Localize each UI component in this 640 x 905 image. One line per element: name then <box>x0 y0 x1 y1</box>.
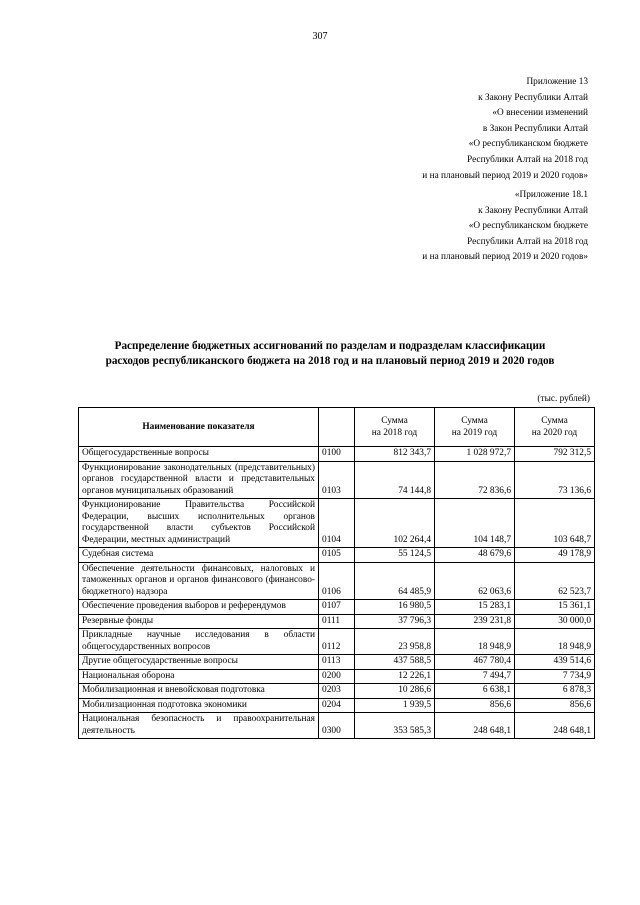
row-code-cell: 0100 <box>319 447 355 462</box>
row-value-2020-cell: 30 000,0 <box>515 614 595 629</box>
row-value-2020-cell: 49 178,9 <box>515 548 595 563</box>
row-value-2018-cell: 1 939,5 <box>355 698 435 713</box>
row-code-cell: 0107 <box>319 600 355 615</box>
row-value-2020-cell: 73 136,6 <box>515 461 595 499</box>
budget-table <box>78 407 595 739</box>
row-value-2020-cell: 103 648,7 <box>515 499 595 548</box>
row-name-cell: Функционирование Правительства Российской Федерации, высших исполнительных органов государственной власти субъектов Российской Федерации, местных администраций <box>79 499 319 548</box>
title-line: расходов республиканского бюджета на 2018 год и на плановый период 2019 и 2020 годов <box>105 355 555 367</box>
row-value-2018-cell: 10 286,6 <box>355 684 435 699</box>
column-header-2020 <box>515 408 595 447</box>
row-code-cell: 0104 <box>319 499 355 548</box>
row-code-cell: 0103 <box>319 461 355 499</box>
row-value-2018-cell: 64 485,9 <box>355 562 435 600</box>
table-row <box>79 713 595 739</box>
appendix-line: «О республиканском бюджете <box>468 221 588 232</box>
row-name-cell: Обеспечение деятельности финансовых, налоговых и таможенных органов и органов финансового (финансово-бюджетного) надзора <box>79 562 319 600</box>
row-value-2019-cell: 856,6 <box>435 698 515 713</box>
table-row <box>79 614 595 629</box>
row-value-2019-cell: 7 494,7 <box>435 669 515 684</box>
header-line: Сумма <box>541 416 568 426</box>
row-code-cell: 0112 <box>319 629 355 655</box>
row-value-2020-cell: 6 878,3 <box>515 684 595 699</box>
row-code-cell: 0105 <box>319 548 355 563</box>
row-value-2020-cell: 439 514,6 <box>515 655 595 670</box>
row-code-cell: 0113 <box>319 655 355 670</box>
page-number: 307 <box>312 31 328 42</box>
table-row <box>79 629 595 655</box>
appendix-line: и на плановый период 2019 и 2020 годов» <box>422 170 588 181</box>
appendix-line: к Закону Республики Алтай <box>478 205 588 216</box>
row-value-2019-cell: 104 148,7 <box>435 499 515 548</box>
appendix-line: Приложение 13 <box>526 77 588 87</box>
row-value-2018-cell: 812 343,7 <box>355 447 435 462</box>
column-header-2019 <box>435 408 515 447</box>
row-value-2018-cell: 437 588,5 <box>355 655 435 670</box>
row-value-2018-cell: 23 958,8 <box>355 629 435 655</box>
table-row <box>79 562 595 600</box>
row-value-2020-cell: 248 648,1 <box>515 713 595 739</box>
table-row <box>79 548 595 563</box>
row-value-2018-cell: 16 980,5 <box>355 600 435 615</box>
column-header-name: Наименование показателя <box>79 408 319 447</box>
row-value-2018-cell: 12 226,1 <box>355 669 435 684</box>
row-value-2019-cell: 62 063,6 <box>435 562 515 600</box>
row-value-2019-cell: 248 648,1 <box>435 713 515 739</box>
row-code-cell: 0203 <box>319 684 355 699</box>
appendix-line: «О республиканском бюджете <box>468 139 588 150</box>
header-line: на 2018 год <box>371 428 418 438</box>
appendix-line: в Закон Республики Алтай <box>482 123 588 134</box>
row-value-2019-cell: 15 283,1 <box>435 600 515 615</box>
row-value-2020-cell: 792 312,5 <box>515 447 595 462</box>
table-header-row <box>79 408 595 447</box>
appendix-13-header <box>422 75 588 184</box>
row-name-cell: Другие общегосударственные вопросы <box>79 655 319 670</box>
row-value-2018-cell: 74 144,8 <box>355 461 435 499</box>
appendix-line: и на плановый период 2019 и 2020 годов» <box>422 252 588 263</box>
row-name-cell: Обеспечение проведения выборов и референдумов <box>79 600 319 615</box>
row-code-cell: 0300 <box>319 713 355 739</box>
row-name-cell: Прикладные научные исследования в области общегосударственных вопросов <box>79 629 319 655</box>
appendix-line: к Закону Республики Алтай <box>478 92 588 103</box>
row-value-2020-cell: 7 734,9 <box>515 669 595 684</box>
row-name-cell: Национальная безопасность и правоохранительная деятельность <box>79 713 319 739</box>
table-body <box>79 447 595 739</box>
row-value-2019-cell: 239 231,8 <box>435 614 515 629</box>
table-row <box>79 499 595 548</box>
row-value-2019-cell: 48 679,6 <box>435 548 515 563</box>
title-line: Распределение бюджетных ассигнований по разделам и подразделам классификации <box>114 340 546 352</box>
row-value-2018-cell: 55 124,5 <box>355 548 435 563</box>
appendix-line: Республики Алтай на 2018 год <box>467 154 588 165</box>
appendix-line: Республики Алтай на 2018 год <box>467 236 588 247</box>
appendix-18-1-header <box>422 188 588 266</box>
row-value-2018-cell: 102 264,4 <box>355 499 435 548</box>
row-value-2019-cell: 1 028 972,7 <box>435 447 515 462</box>
row-value-2019-cell: 72 836,6 <box>435 461 515 499</box>
appendix-line: «Приложение 18.1 <box>514 190 588 200</box>
row-name-cell: Мобилизационная подготовка экономики <box>79 698 319 713</box>
row-code-cell: 0106 <box>319 562 355 600</box>
table-row <box>79 669 595 684</box>
row-value-2018-cell: 37 796,3 <box>355 614 435 629</box>
header-line: Сумма <box>461 416 488 426</box>
row-value-2018-cell: 353 585,3 <box>355 713 435 739</box>
row-name-cell: Судебная система <box>79 548 319 563</box>
row-code-cell: 0200 <box>319 669 355 684</box>
table-row <box>79 684 595 699</box>
unit-label: (тыс. рублей) <box>537 394 590 404</box>
row-code-cell: 0111 <box>319 614 355 629</box>
header-line: на 2020 год <box>531 428 578 438</box>
row-code-cell: 0204 <box>319 698 355 713</box>
row-value-2020-cell: 62 523,7 <box>515 562 595 600</box>
appendix-line: «О внесении изменений <box>492 108 588 119</box>
row-value-2019-cell: 6 638,1 <box>435 684 515 699</box>
row-name-cell: Резервные фонды <box>79 614 319 629</box>
header-line: Сумма <box>381 416 408 426</box>
header-line: на 2019 год <box>451 428 498 438</box>
row-value-2020-cell: 18 948,9 <box>515 629 595 655</box>
document-title <box>70 339 590 369</box>
table-row <box>79 447 595 462</box>
row-value-2020-cell: 15 361,1 <box>515 600 595 615</box>
row-value-2020-cell: 856,6 <box>515 698 595 713</box>
row-name-cell: Мобилизационная и вневойсковая подготовка <box>79 684 319 699</box>
table-row <box>79 600 595 615</box>
column-header-2018 <box>355 408 435 447</box>
row-value-2019-cell: 467 780,4 <box>435 655 515 670</box>
table-header <box>79 408 595 447</box>
column-header-code <box>319 408 355 447</box>
table-row <box>79 461 595 499</box>
table-row <box>79 698 595 713</box>
row-name-cell: Функционирование законодательных (представительных) органов государственной власти и представительных органов муниципальных образований <box>79 461 319 499</box>
row-name-cell: Национальная оборона <box>79 669 319 684</box>
row-name-cell: Общегосударственные вопросы <box>79 447 319 462</box>
row-value-2019-cell: 18 948,9 <box>435 629 515 655</box>
table-row <box>79 655 595 670</box>
